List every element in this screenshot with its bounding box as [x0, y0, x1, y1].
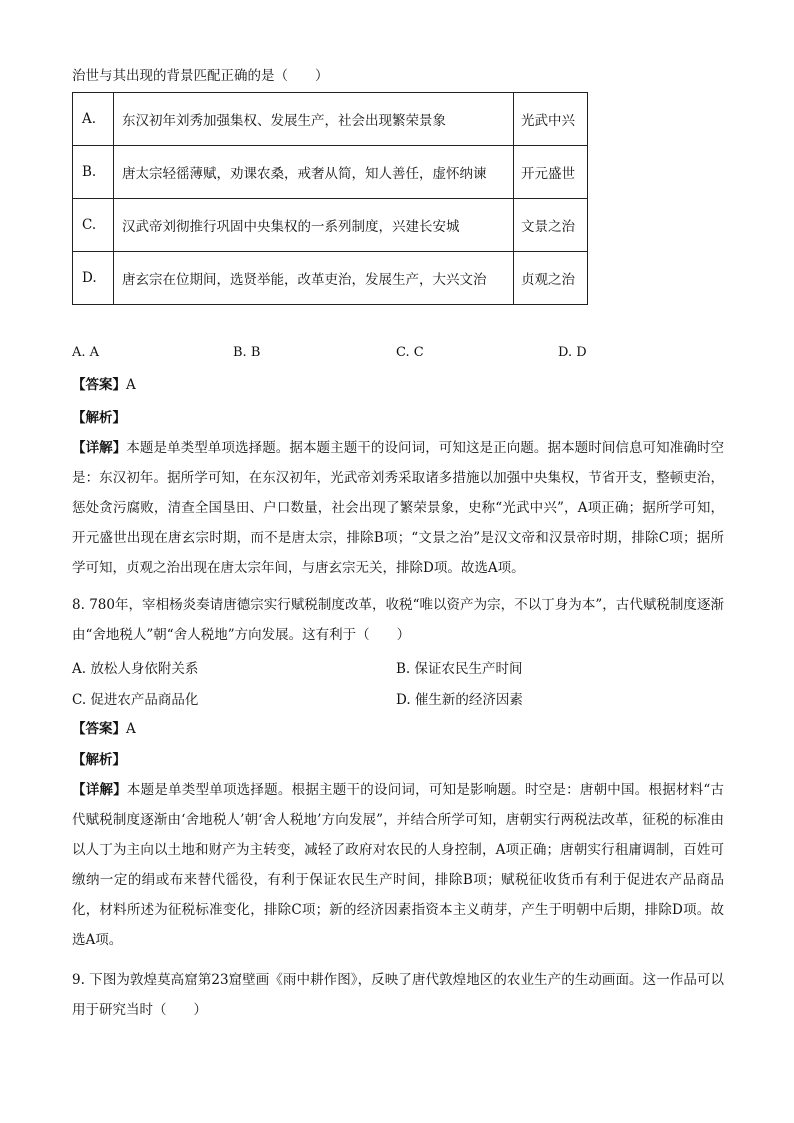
option-era: 光武中兴: [514, 93, 588, 146]
option-era: 文景之治: [514, 199, 588, 252]
q8-detail: [72, 775, 724, 955]
answer-label: 【答案】: [72, 721, 126, 737]
table-row: [73, 199, 588, 252]
option-description: 汉武帝刘彻推行巩固中央集权的一系列制度，兴建长安城: [114, 199, 514, 252]
table-row: [73, 93, 588, 146]
q7-stem: 治世与其出现的背景匹配正确的是（ ）: [72, 68, 329, 84]
q9-stem: 9. 下图为敦煌莫高窟第23窟壁画《雨中耕作图》，反映了唐代敦煌地区的农业生产的生动画面。这一作品可以用于研究当时（ ）: [72, 972, 724, 1018]
option-letter: B.: [73, 146, 114, 199]
q7-choice-a: A. A: [72, 345, 100, 360]
q8-analysis-label: 【解析】: [72, 752, 126, 768]
option-era: 开元盛世: [514, 146, 588, 199]
answer-value: A: [126, 377, 136, 393]
detail-text: 本题是单类型单项选择题。据本题主题干的设问词，可知这是正向题。据本题时间信息可知准确时空是：东汉初年。据所学可知，在东汉初年，光武帝刘秀采取诸多措施以加强中央集权，节省开支，整顿吏治，惩处贪污腐败，清查全国垦田、户口数量，社会出现了繁荣景象，史称“光武中兴”，A项正确；据所学可知，开元盛世出现在唐玄宗时期，而不是唐太宗，排除B项；“文景之治”是汉文帝和汉景帝时期，排除C项；据所学可知，贞观之治出现在唐太宗年间，与唐玄宗无关，排除D项。故选A项。: [72, 440, 725, 576]
option-description: 东汉初年刘秀加强集权、发展生产，社会出现繁荣景象: [114, 93, 514, 146]
option-letter: C.: [73, 199, 114, 252]
q8-option-c: C. 促进农产品商品化: [72, 692, 199, 708]
option-letter: D.: [73, 252, 114, 305]
q8-option-d: D. 催生新的经济因素: [396, 692, 523, 708]
q8-option-b: B. 保证农民生产时间: [396, 661, 523, 677]
q8-option-a: A. 放松人身依附关系: [72, 661, 199, 677]
q7-choice-c: C. C: [396, 345, 424, 360]
table-row: [73, 252, 588, 305]
q7-detail: [72, 433, 724, 583]
detail-text: 本题是单类型单项选择题。根据主题干的设问词，可知是影响题。时空是：唐朝中国。根据材料“古代赋税制度逐渐由‘舍地税人’朝‘舍人税地’方向发展”，并结合所学可知，唐朝实行两税法改革，征税的标准由以人丁为主向以土地和财产为主转变，减轻了政府对农民的人身控制，A项正确；唐朝实行租庸调制，百姓可缴纳一定的绢或布来替代徭役，有利于保证农民生产时间，排除B项；赋税征收货币有利于促进农产品商品化，材料所述为征税标准变化，排除C项；新的经济因素指资本主义萌芽，产生于明朝中后期，排除D项。故选A项。: [72, 782, 724, 948]
option-description: 唐玄宗在位期间，选贤举能，改革吏治，发展生产，大兴文治: [114, 252, 514, 305]
q8-answer: [72, 719, 136, 739]
q7-choice-d: D. D: [558, 345, 587, 360]
detail-label: 【详解】: [72, 782, 127, 798]
q7-choice-b: B. B: [233, 345, 261, 360]
detail-label: 【详解】: [72, 440, 127, 456]
answer-value: A: [126, 721, 136, 737]
option-era: 贞观之治: [514, 252, 588, 305]
option-description: 唐太宗轻徭薄赋，劝课农桑，戒奢从简，知人善任，虚怀纳谏: [114, 146, 514, 199]
answer-label: 【答案】: [72, 377, 126, 393]
q8-stem: 8. 780年，宰相杨炎奏请唐德宗实行赋税制度改革，收税“唯以资产为宗，不以丁身为本”，古代赋税制度逐渐由“舍地税人”朝“舍人税地”方向发展。这有利于（ ）: [72, 597, 724, 643]
q7-analysis-label: 【解析】: [72, 410, 126, 426]
q7-answer: [72, 375, 136, 395]
option-letter: A.: [73, 93, 114, 146]
q7-option-table: [72, 92, 588, 305]
table-row: [73, 146, 588, 199]
